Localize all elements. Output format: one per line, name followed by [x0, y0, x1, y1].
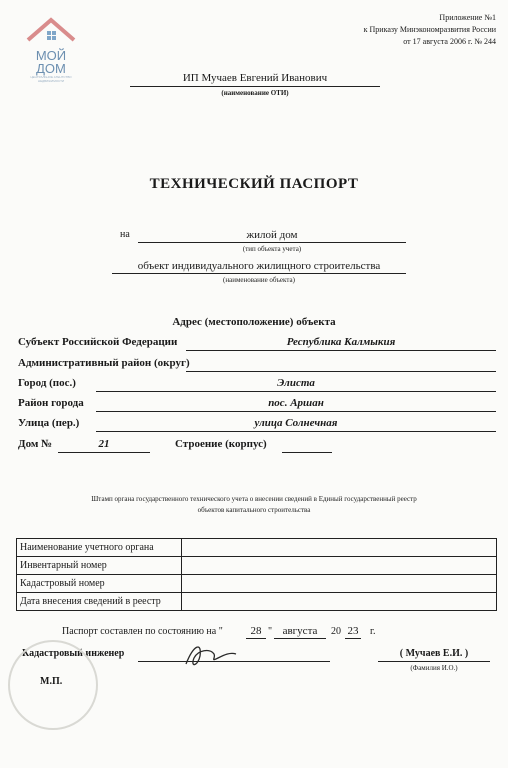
page-title: ТЕХНИЧЕСКИЙ ПАСПОРТ [149, 176, 359, 192]
table-row [17, 539, 497, 557]
table-cell-value [182, 539, 497, 557]
building-underline [282, 452, 332, 453]
city-value: Элиста [277, 377, 315, 389]
table-cell-label: Кадастровый номер [17, 575, 182, 593]
stamp-note-line1: Штамп органа государственного технического учета о внесении сведений в Единый государственный реестр [91, 495, 417, 503]
compiled-year-suffix: 23 [347, 625, 359, 637]
company-logo [24, 14, 78, 84]
compiled-year-prefix: 20 [331, 626, 341, 637]
seal-label: М.П. [40, 676, 63, 687]
stamp-note-line2: объектов капитального строительства [197, 506, 311, 514]
compiled-day: 28 [250, 625, 262, 637]
district-underline [186, 371, 496, 372]
org-name: ИП Мучаев Евгений Иванович [182, 72, 328, 84]
table-row [17, 575, 497, 593]
registry-table [16, 538, 497, 611]
city-area-underline [96, 411, 496, 412]
house-label: Дом № [18, 438, 53, 450]
logo-tagline: ЦЕНТРАЛЬНОЕ АГЕНТСТВО НЕДВИЖИМОСТИ [30, 75, 72, 83]
stamp-note [20, 494, 488, 516]
table-cell-label: Наименование учетного органа [17, 539, 182, 557]
signature-name: ( Мучаев Е.И. ) [399, 648, 469, 659]
street-underline [96, 431, 496, 432]
table-cell-value [182, 593, 497, 611]
subject-label: Субъект Российской Федерации [18, 336, 178, 348]
org-caption: (наименование ОТИ) [221, 89, 289, 97]
org-underline [130, 86, 380, 87]
compiled-year-underline [345, 638, 361, 639]
signature-name-caption: (Фамилия И.О.) [410, 664, 458, 672]
order-date: от 17 августа 2006 г. № 244 [403, 37, 496, 46]
object-type-underline [138, 242, 406, 243]
compiled-year-unit: г. [370, 626, 376, 637]
object-prefix: на [120, 229, 130, 240]
object-type-value: жилой дом [246, 229, 298, 241]
table-cell-value [182, 575, 497, 593]
address-heading: Адрес (местоположение) объекта [172, 316, 336, 328]
table-cell-value [182, 557, 497, 575]
order-reference: к Приказу Минэкономразвития России [363, 25, 496, 34]
table-row [17, 557, 497, 575]
object-type-caption: (тип объекта учета) [242, 245, 302, 253]
compiled-quote: " [268, 626, 273, 637]
street-value: улица Солнечная [254, 417, 338, 429]
compiled-month-underline [274, 638, 326, 639]
object-name-value: объект индивидуального жилищного строительства [137, 260, 381, 272]
compiled-text: Паспорт составлен по состоянию на " [62, 626, 223, 637]
city-underline [96, 391, 496, 392]
table-cell-label: Инвентарный номер [17, 557, 182, 575]
appendix-number: Приложение №1 [439, 13, 496, 22]
logo-line2: ДОМ [36, 61, 66, 76]
table-cell-label: Дата внесения сведений в реестр [17, 593, 182, 611]
subject-value: Республика Калмыкия [286, 336, 396, 348]
order-header [364, 12, 496, 48]
house-underline [58, 452, 150, 453]
house-value: 21 [98, 438, 110, 450]
street-label: Улица (пер.) [18, 417, 80, 429]
district-label: Административный район (округ) [18, 357, 190, 369]
signature-role: Кадастровый инженер [22, 648, 125, 659]
compiled-day-underline [246, 638, 266, 639]
handwritten-signature [180, 636, 240, 676]
building-label: Строение (корпус) [175, 438, 267, 450]
subject-underline [186, 350, 496, 351]
table-row [17, 593, 497, 611]
object-name-caption: (наименование объекта) [223, 276, 295, 284]
city-area-value: пос. Аршан [268, 397, 324, 409]
city-area-label: Район города [18, 397, 84, 409]
signature-name-underline [378, 661, 490, 662]
house-logo-icon [24, 14, 78, 44]
compiled-month: августа [282, 625, 318, 637]
object-name-underline [112, 273, 406, 274]
logo-line1: МОЙ [35, 48, 67, 63]
city-label: Город (пос.) [18, 377, 76, 389]
